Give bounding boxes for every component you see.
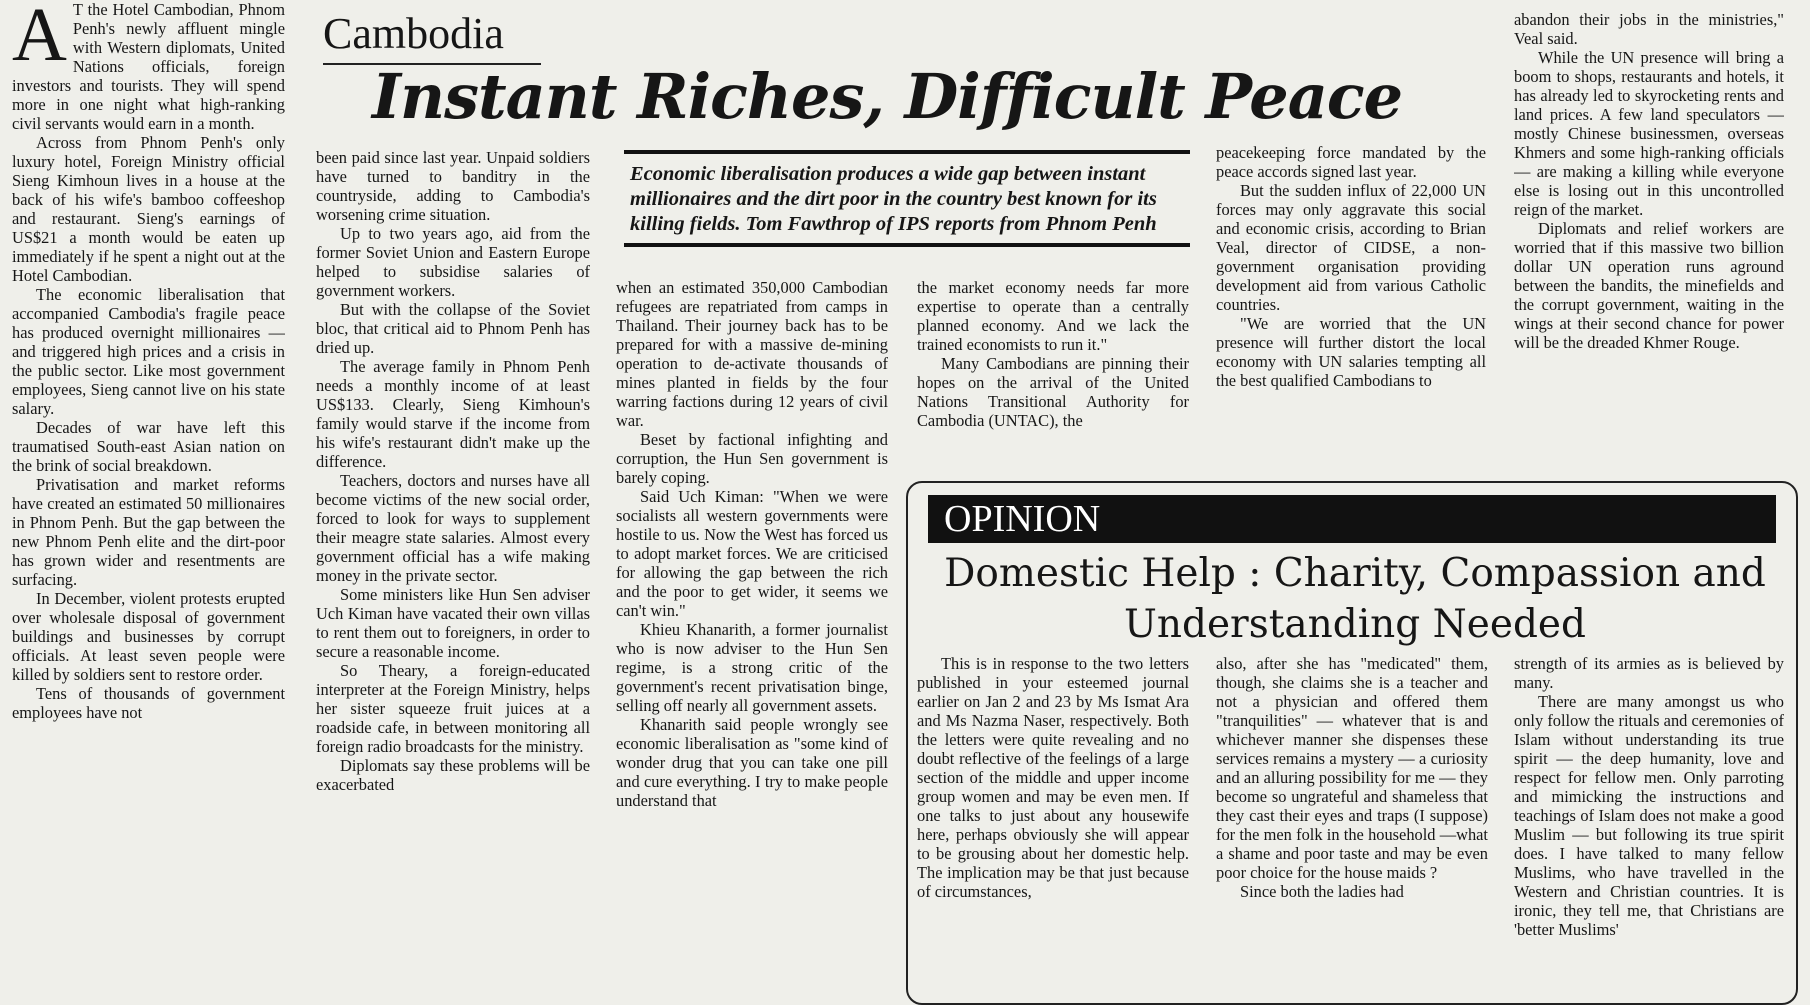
opinion-column-3 bbox=[1514, 654, 1784, 984]
paragraph: The average family in Phnom Penh needs a monthly income of at least US$133. Clearly, Sieng Kimhoun's family would starve if the income from his wife's restaurant didn't make up the difference. bbox=[316, 357, 590, 471]
paragraph: the market economy needs far more expertise to operate than a centrally planned economy. And we lack the trained economists to run it." bbox=[917, 278, 1189, 354]
article-column-2 bbox=[316, 148, 590, 984]
paragraph: Tens of thousands of government employees have not bbox=[12, 684, 285, 722]
deck-subheading: Economic liberalisation produces a wide gap between instant millionaires and the dirt poor in the country best known for its killing fields. Tom Fawthrop of IPS reports from Phnom Penh bbox=[624, 150, 1190, 247]
drop-cap: A bbox=[12, 0, 67, 77]
paragraph: This is in response to the two letters published in your esteemed journal earlier on Jan 2 and 23 by Ms Ismat Ara and Ms Nazma Naser, respectively. Both the letters were quite revealing and no doubt reflective of the feelings of a large section of the middle and upper income group women and may be even men. If one talks to just about any housewife here, perhaps obviously she will appear to be grousing about her domestic help. The implication may be that just because of circumstances, bbox=[917, 654, 1189, 901]
paragraph: Since both the ladies had bbox=[1240, 882, 1404, 901]
paragraph: Diplomats say these problems will be exacerbated bbox=[316, 756, 590, 794]
paragraph: Privatisation and market reforms have created an estimated 50 millionaires in Phnom Penh. But the gap between the new Phnom Penh elite and the dirt-poor has grown wider and resentments are surfacing. bbox=[12, 475, 285, 589]
opinion-label: OPINION bbox=[928, 495, 1776, 543]
paragraph: "We are worried that the UN presence will further distort the local economy with UN salaries tempting all the best qualified Cambodians to bbox=[1216, 314, 1486, 390]
paragraph: Diplomats and relief workers are worried that if this massive two billion dollar UN operation runs aground between the bandits, the minefields and the corrupt government, waiting in the wings at their second chance for power will be the dreaded Khmer Rouge. bbox=[1514, 219, 1784, 352]
article-column-4 bbox=[917, 278, 1189, 470]
paragraph: abandon their jobs in the ministries," Veal said. bbox=[1514, 10, 1784, 48]
article-column-6 bbox=[1514, 10, 1784, 472]
article-column-5 bbox=[1216, 143, 1486, 471]
paragraph: There are many amongst us who only follow the rituals and ceremonies of Islam without understanding its true spirit — the deep humanity, love and respect for fellow men. Only parroting and mimicking the instructions and teachings of Islam does not make a good Muslim — but following its true spirit does. I have talked to many fellow Muslims, who have travelled in the Western and Christian countries. It is ironic, they tell me, that Christians are 'better Muslims' bbox=[1514, 692, 1784, 939]
paragraph: But the sudden influx of 22,000 UN forces may only aggravate this social and economic crisis, according to Brian Veal, director of CIDSE, a non-government organisation providing development aid from various Catholic countries. bbox=[1216, 181, 1486, 314]
paragraph: Teachers, doctors and nurses have all become victims of the new social order, forced to look for ways to supplement their meagre state salaries. Almost every government official has a wife making money in the private sector. bbox=[316, 471, 590, 585]
paragraph: Many Cambodians are pinning their hopes on the arrival of the United Nations Transitional Authority for Cambodia (UNTAC), the bbox=[917, 354, 1189, 430]
article-column-1 bbox=[12, 0, 285, 984]
article-column-3 bbox=[616, 278, 888, 984]
paragraph: In December, violent protests erupted over wholesale disposal of government buildings and businesses by corrupt officials. At least seven people were killed by soldiers sent to restore order. bbox=[12, 589, 285, 684]
paragraph: But with the collapse of the Soviet bloc, that critical aid to Phnom Penh has dried up. bbox=[316, 300, 590, 357]
opinion-column-2 bbox=[1216, 654, 1488, 984]
paragraph: Khanarith said people wrongly see economic liberalisation as "some kind of wonder drug that you can take one pill and cure everything. I try to make people understand that bbox=[616, 715, 888, 810]
paragraph: strength of its armies as is believed by many. bbox=[1514, 654, 1784, 692]
paragraph: T the Hotel Cambodian, Phnom Penh's newly affluent mingle with Western diplomats, United Nations officials, foreign investors and tourists. They will spend more in one night what high-ranking civil servants would earn in a month. bbox=[12, 0, 285, 133]
paragraph: when an estimated 350,000 Cambodian refugees are repatriated from camps in Thailand. Their journey back has to be prepared for with a massive de-mining operation to de-activate thousands of mines planted in fields by the four warring factions during 12 years of civil war. bbox=[616, 278, 888, 430]
paragraph: Khieu Khanarith, a former journalist who is now adviser to the Hun Sen regime, is a strong critic of the government's recent privatisation binge, selling off nearly all government assets. bbox=[616, 620, 888, 715]
paragraph: also, after she has "medicated" them, though, she claims she is a teacher and not a physician and offered them "tranquilities" — whatever that is and whichever manner she dispenses these services remains a mystery — a curiosity and an alluring possibility for me — they become so ungrateful and shameless that they cast their eyes and traps (I suppose) for the men folk in the household —what a shame and poor taste and may be even poor choice for the house maids ? bbox=[1216, 654, 1488, 882]
paragraph: The economic liberalisation that accompanied Cambodia's fragile peace has produced overnight millionaires — and triggered high prices and a crisis in the public sector. Like most government employees, Sieng cannot live on his state salary. bbox=[12, 285, 285, 418]
paragraph: peacekeeping force mandated by the peace accords signed last year. bbox=[1216, 143, 1486, 181]
opinion-title: Domestic Help : Charity, Compassion and Understanding Needed bbox=[944, 551, 1766, 647]
paragraph: Across from Phnom Penh's only luxury hotel, Foreign Ministry official Sieng Kimhoun lives in a house at the back of his wife's bamboo coffeeshop and restaurant. Sieng's earnings of US$21 a month would be eaten up immediately if he spent a night out at the Hotel Cambodian. bbox=[12, 133, 285, 285]
paragraph: Some ministers like Hun Sen adviser Uch Kiman have vacated their own villas to rent them out to foreigners, in order to secure a reasonable income. bbox=[316, 585, 590, 661]
paragraph: Up to two years ago, aid from the former Soviet Union and Eastern Europe helped to subsidise salaries of government workers. bbox=[316, 224, 590, 300]
paragraph: Decades of war have left this traumatised South-east Asian nation on the brink of social breakdown. bbox=[12, 418, 285, 475]
headline: Instant Riches, Difficult Peace bbox=[372, 60, 1403, 133]
section-label: Cambodia bbox=[323, 8, 541, 65]
paragraph: been paid since last year. Unpaid soldiers have turned to banditry in the countryside, adding to Cambodia's worsening crime situation. bbox=[316, 148, 590, 224]
paragraph: So Theary, a foreign-educated interpreter at the Foreign Ministry, helps her sister squeeze fruit juices at a roadside cafe, in between monitoring all foreign radio broadcasts for the ministry. bbox=[316, 661, 590, 756]
paragraph: Said Uch Kiman: "When we were socialists all western governments were hostile to us. Now the West has forced us to adopt market forces. We are criticised for allowing the gap between the rich and the poor to get wider, it seems we can't win." bbox=[616, 487, 888, 620]
paragraph: While the UN presence will bring a boom to shops, restaurants and hotels, it has already led to skyrocketing rents and land prices. A few land speculators — mostly Chinese businessmen, overseas Khmers and some high-ranking officials — are making a killing while everyone else is losing out in this uncontrolled reign of the market. bbox=[1514, 48, 1784, 219]
opinion-column-1 bbox=[917, 654, 1189, 984]
paragraph: Beset by factional infighting and corruption, the Hun Sen government is barely coping. bbox=[616, 430, 888, 487]
